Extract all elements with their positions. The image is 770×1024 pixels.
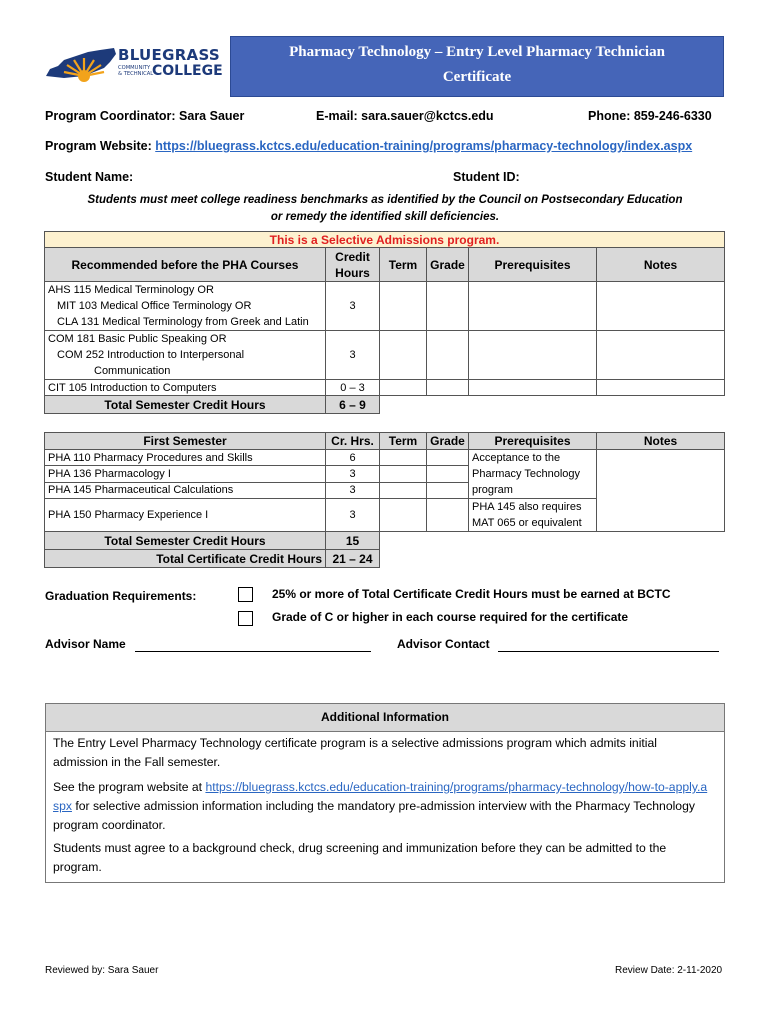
- table-row: [45, 282, 725, 331]
- table-row: [45, 450, 725, 466]
- t2-header-term: Term: [380, 433, 427, 450]
- t1-row2-line2: COM 252 Introduction to Interpersonal: [57, 349, 245, 361]
- t1-row1-line3: CLA 131 Medical Terminology from Greek and Latin: [57, 316, 309, 328]
- recommended-courses-table: [44, 231, 725, 414]
- t2-total-semester-label: Total Semester Credit Hours: [45, 532, 326, 550]
- program-website-link[interactable]: https://bluegrass.kctcs.edu/education-training/programs/pharmacy-technology/index.aspx: [155, 139, 693, 153]
- t2-prereq-line4: PHA 145 also requires: [472, 501, 582, 513]
- t2-prereq-line1: Acceptance to the: [472, 452, 561, 464]
- t1-header-prereq: Prerequisites: [469, 248, 597, 282]
- readiness-notice-line2: or remedy the identified skill deficiencies.: [270, 211, 500, 223]
- logo-small-community: COMMUNITY: [118, 65, 151, 71]
- logo-small-technical: & TECHNICAL: [118, 70, 154, 77]
- requirement-2-text: Grade of C or higher in each course required for the certificate: [272, 610, 629, 624]
- t2-row4-grade[interactable]: [427, 499, 469, 532]
- t1-header-credit-1: Credit: [335, 249, 370, 264]
- program-website-label: Program Website:: [45, 139, 152, 153]
- t2-row3-grade[interactable]: [427, 482, 469, 498]
- additional-information-box: [45, 703, 725, 883]
- t1-header-course: Recommended before the PHA Courses: [45, 248, 326, 282]
- t2-row3-term[interactable]: [380, 482, 427, 498]
- t1-total-label: Total Semester Credit Hours: [45, 396, 326, 414]
- t2-prereq-top: [469, 450, 597, 499]
- advisor-contact-label: Advisor Contact: [397, 637, 490, 651]
- t1-row3-credit: 0 – 3: [326, 380, 380, 396]
- t2-row4-credit: 3: [326, 499, 380, 532]
- additional-paragraph-2-post: for selective admission information including the mandatory pre-admission interview with the Pharmacy Technology program coordinator.: [53, 799, 695, 832]
- t1-row1-grade[interactable]: [427, 282, 469, 331]
- requirement-1-text: 25% or more of Total Certificate Credit Hours must be earned at BCTC: [272, 587, 671, 601]
- readiness-notice-line1: Students must meet college readiness benchmarks as identified by the Council on Postsecondary Education: [87, 194, 683, 206]
- t1-header-credit-2: Hours: [335, 265, 370, 280]
- t1-row2-line1: COM 181 Basic Public Speaking OR: [48, 333, 227, 345]
- t1-row1-prereq: [469, 282, 597, 331]
- t2-row2-grade[interactable]: [427, 466, 469, 482]
- t1-row3-grade[interactable]: [427, 380, 469, 396]
- title-line-1: Pharmacy Technology – Entry Level Pharmacy Technician: [289, 44, 665, 60]
- table-row: [45, 380, 725, 396]
- t2-total-cert-label: Total Certificate Credit Hours: [45, 550, 326, 568]
- additional-paragraph-1: The Entry Level Pharmacy Technology certificate program is a selective admissions program which admits initial admission in the Fall semester.: [53, 736, 657, 769]
- t2-header-notes: Notes: [597, 433, 725, 450]
- review-date: Review Date: 2-11-2020: [615, 965, 723, 976]
- advisor-name-label: Advisor Name: [45, 637, 126, 651]
- student-name-label: Student Name:: [45, 170, 134, 184]
- t1-row3-course: CIT 105 Introduction to Computers: [45, 380, 326, 396]
- reviewed-by: Reviewed by: Sara Sauer: [45, 965, 159, 976]
- t2-row1-course: PHA 110 Pharmacy Procedures and Skills: [45, 450, 326, 466]
- t1-row1-credit: 3: [326, 282, 380, 331]
- t2-header-grade: Grade: [427, 433, 469, 450]
- t2-row4-term[interactable]: [380, 499, 427, 532]
- additional-paragraph-2-pre: See the program website at: [53, 780, 206, 794]
- additional-paragraph-3: Students must agree to a background check, drug screening and immunization before they can be admitted to the program.: [53, 841, 667, 874]
- requirement-2-checkbox[interactable]: [238, 611, 253, 626]
- t1-row1-line1: AHS 115 Medical Terminology OR: [48, 284, 214, 296]
- program-coordinator: Program Coordinator: Sara Sauer: [45, 109, 245, 123]
- t2-row1-term[interactable]: [380, 450, 427, 466]
- t1-row2-notes[interactable]: [597, 331, 725, 380]
- t1-row3-prereq: [469, 380, 597, 396]
- t2-row3-course: PHA 145 Pharmaceutical Calculations: [45, 482, 326, 498]
- logo-small-text: [118, 66, 153, 77]
- student-id-label: Student ID:: [453, 170, 520, 184]
- first-semester-table: [44, 432, 725, 568]
- t1-row3-notes[interactable]: [597, 380, 725, 396]
- t2-row2-course: PHA 136 Pharmacology I: [45, 466, 326, 482]
- selective-admissions-banner: This is a Selective Admissions program.: [45, 232, 725, 248]
- t1-header-term: Term: [380, 248, 427, 282]
- t2-prereq-line2: Pharmacy Technology: [472, 468, 581, 480]
- t1-row1-term[interactable]: [380, 282, 427, 331]
- requirement-1-checkbox[interactable]: [238, 587, 253, 602]
- advisor-contact-line[interactable]: [498, 651, 719, 652]
- t2-row2-credit: 3: [326, 466, 380, 482]
- t1-row2-prereq: [469, 331, 597, 380]
- graduation-requirements-label: Graduation Requirements:: [45, 589, 197, 603]
- t2-row3-credit: 3: [326, 482, 380, 498]
- t1-row2-grade[interactable]: [427, 331, 469, 380]
- coordinator-phone: Phone: 859-246-6330: [588, 109, 712, 123]
- t1-row2-course: [45, 331, 326, 380]
- t2-header-credit: Cr. Hrs.: [326, 433, 380, 450]
- logo-wordmark-college: COLLEGE: [152, 63, 223, 79]
- additional-information-heading: Additional Information: [46, 704, 724, 732]
- t2-prereq-bottom: [469, 499, 597, 532]
- coordinator-email[interactable]: E-mail: sara.sauer@kctcs.edu: [316, 109, 494, 123]
- t1-row1-course: [45, 282, 326, 331]
- t2-total-semester-value: 15: [326, 532, 380, 550]
- program-website: [45, 139, 692, 153]
- t2-row1-credit: 6: [326, 450, 380, 466]
- t2-row2-term[interactable]: [380, 466, 427, 482]
- advisor-name-line[interactable]: [135, 651, 371, 652]
- t1-header-credit: [326, 248, 380, 282]
- table-row: [45, 331, 725, 380]
- t1-row1-line2: MIT 103 Medical Office Terminology OR: [57, 300, 252, 312]
- t2-total-cert-value: 21 – 24: [326, 550, 380, 568]
- additional-paragraph-2: [53, 778, 713, 835]
- t2-prereq-line3: program: [472, 484, 513, 496]
- logo-wordmark-bluegrass: BLUEGRASS: [118, 46, 220, 64]
- t2-header-prereq: Prerequisites: [469, 433, 597, 450]
- t2-header-course: First Semester: [45, 433, 326, 450]
- t1-header-notes: Notes: [597, 248, 725, 282]
- t1-row2-line3: Communication: [94, 365, 171, 377]
- t1-row3-term[interactable]: [380, 380, 427, 396]
- t1-total-value: 6 – 9: [326, 396, 380, 414]
- t1-row2-credit: 3: [326, 331, 380, 380]
- document-title-box: [230, 36, 724, 97]
- t2-notes[interactable]: [597, 450, 725, 532]
- t1-row2-term[interactable]: [380, 331, 427, 380]
- how-to-apply-link[interactable]: https://bluegrass.kctcs.edu/education-training/programs/pharmacy-technology/how-to-apply.aspx: [53, 780, 708, 813]
- title-line-2: Certificate: [442, 69, 512, 85]
- t2-row4-course: PHA 150 Pharmacy Experience I: [45, 499, 326, 532]
- t1-header-grade: Grade: [427, 248, 469, 282]
- t2-prereq-line5: MAT 065 or equivalent: [472, 517, 582, 529]
- t1-row1-notes[interactable]: [597, 282, 725, 331]
- t2-row1-grade[interactable]: [427, 450, 469, 466]
